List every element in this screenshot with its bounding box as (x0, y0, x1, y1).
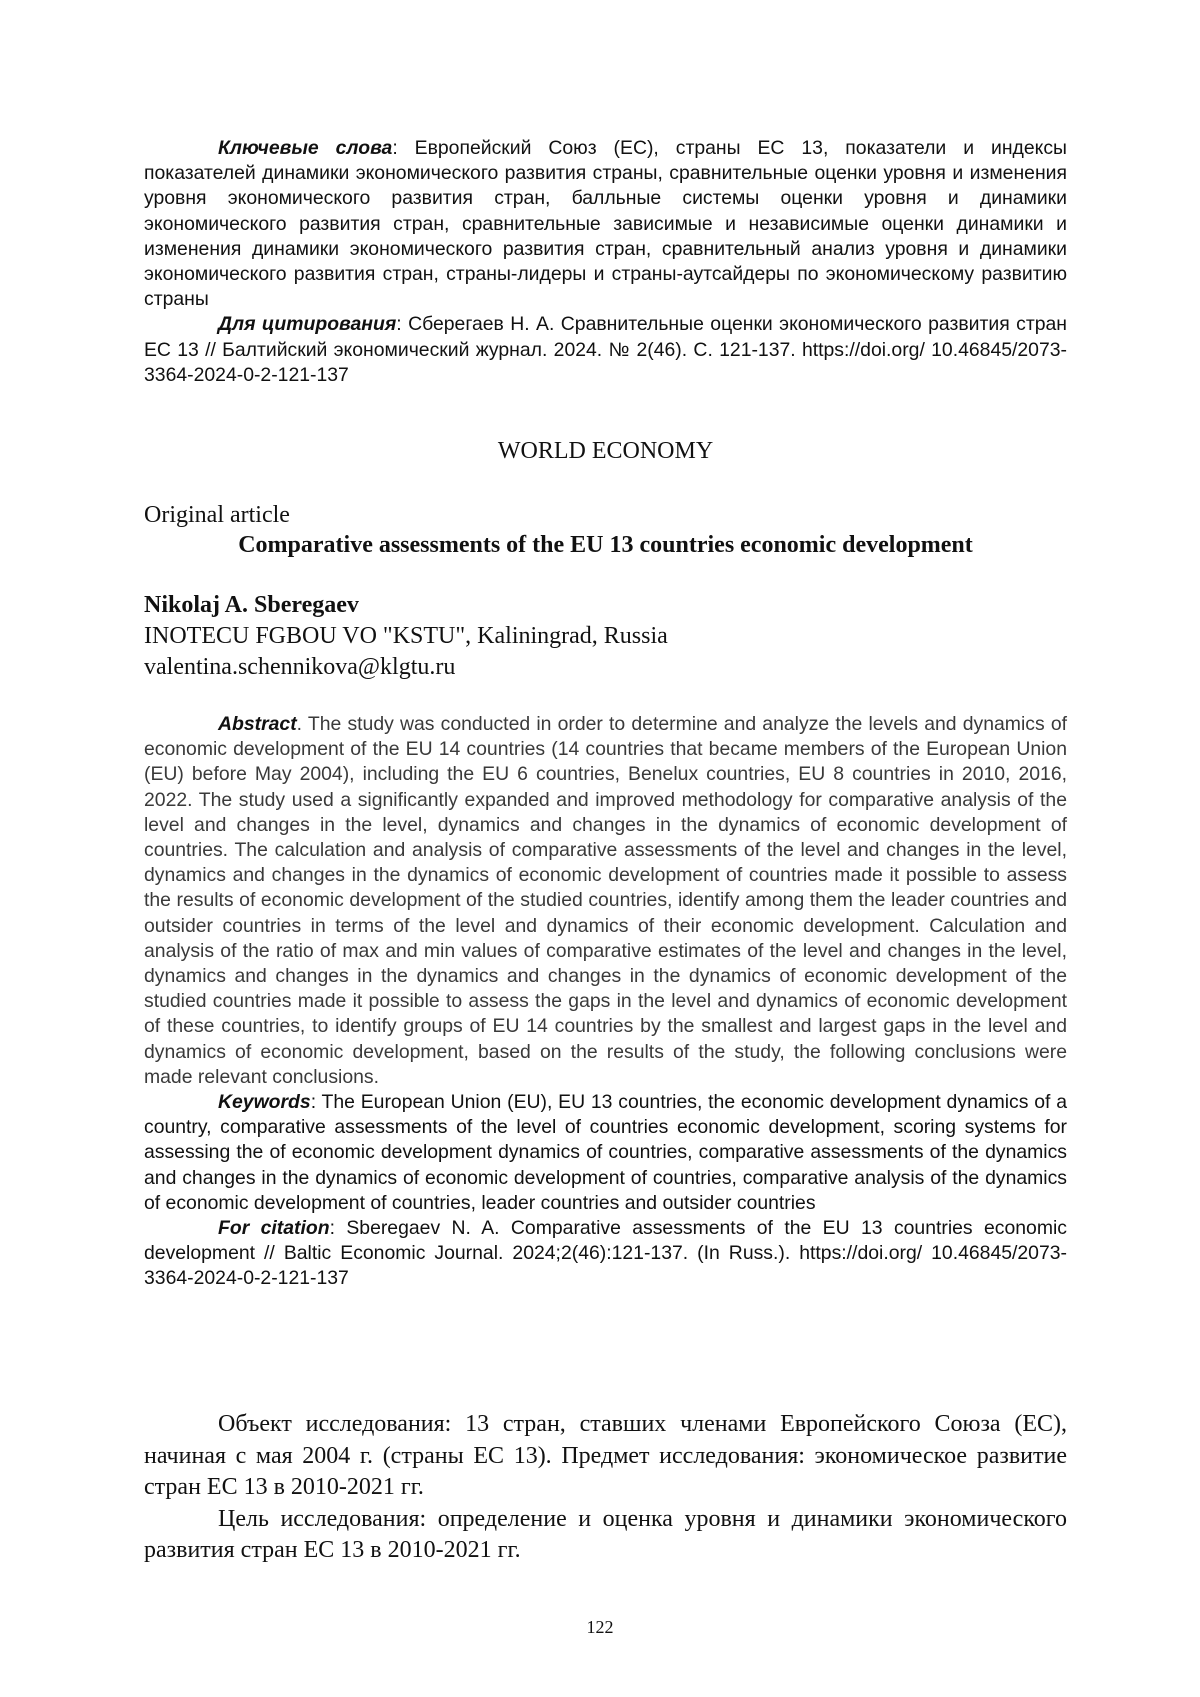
keywords-en-label: Keywords (218, 1091, 311, 1114)
abstract-label: Abstract (218, 713, 297, 735)
citation-en-label: For citation (218, 1217, 330, 1240)
russian-front-matter (144, 136, 1067, 388)
article-title: Comparative assessments of the EU 13 countries economic development (238, 532, 973, 558)
citation-ru-paragraph (144, 312, 1067, 388)
author-name: Nikolaj A. Sberegaev (144, 592, 359, 618)
section-title: WORLD ECONOMY (497, 438, 714, 464)
keywords-ru-paragraph (144, 136, 1067, 312)
article-type: Original article (144, 502, 290, 528)
keywords-en-text: : The European Union (EU), EU 13 countries, the economic development dynamics of a country, comparative assessments of the level of countries economic development, scoring systems for assessing the of economic development dynamics of countries, comparative assessments of the dynamics and changes in the dynamics of economic development of countries, comparative analysis of the dynamics of economic development of countries, leader countries and outsider countries (144, 1091, 1067, 1214)
citation-en-text: : Sberegaev N. A. Comparative assessments of the EU 13 countries economic development // Baltic Economic Journal. 2024;2(46):121-137. (In Russ.). https://doi.org/ 10.46845/2073-3364-2024-0-2-121-137 (144, 1217, 1067, 1290)
english-front-matter (144, 712, 1067, 1292)
citation-ru-label: Для цитирования (218, 313, 397, 336)
abstract-text: . The study was conducted in order to determine and analyze the levels and dynamics of economic development of the EU 14 countries (14 countries that became members of the European Union (EU) before May 2004), including the EU 6 countries, Benelux countries, EU 8 countries in 2010, 2016, 2022. The study used a significantly expanded and improved methodology for comparative analysis of the level and changes in the level, dynamics and changes in the dynamics of economic development of countries. The calculation and analysis of comparative assessments of the level and changes in the level, dynamics and changes in the dynamics of economic development of countries made it possible to assess the results of economic development of the studied countries, identify among them the leader countries and outsider countries in terms of the level and dynamics of their economic development. Calculation and analysis of the ratio of max and min values of comparative estimates of the level and changes in the level, dynamics and changes in the dynamics and changes in the dynamics of economic development of the studied countries made it possible to assess the gaps in the level and dynamics of economic development of these countries, to identify groups of EU 14 countries by the smallest and largest gaps in the level and dynamics of economic development, based on the results of the study, the following conclusions were made relevant conclusions. (144, 713, 1067, 1088)
citation-ru-text: : Сберегаев Н. А. Сравнительные оценки экономического развития стран ЕС 13 // Балтийский экономический журнал. 2024. № 2(46). С. 121-137. https://doi.org/ 10.46845/2073-3364-2024-0-2-121-137 (144, 313, 1067, 386)
author-block (144, 590, 668, 683)
keywords-ru-label: Ключевые слова (218, 137, 393, 159)
page-number: 122 (586, 1617, 614, 1637)
citation-en-paragraph (144, 1216, 1067, 1292)
author-email: valentina.schennikova@klgtu.ru (144, 654, 456, 680)
keywords-ru-text: : Европейский Союз (ЕС), страны ЕС 13, показатели и индексы показателей динамики экономического развития страны, сравнительные оценки уровня и изменения уровня экономического развития стран, балльные системы оценки уровня и динамики экономического развития стран, сравнительные зависимые и независимые оценки динамики и изменения динамики экономического развития стран, сравнительный анализ уровня и динамики экономического развития стран, страны-лидеры и страны-аутсайдеры по экономическому развитию страны (144, 137, 1067, 311)
body-paragraph-goal: Цель исследования: определение и оценка уровня и динамики экономического развития стран ЕС 13 в 2010-2021 гг. (144, 1505, 1067, 1563)
abstract-paragraph (144, 712, 1067, 1090)
keywords-en-paragraph (144, 1090, 1067, 1216)
body-paragraph-object: Объект исследования: 13 стран, ставших членами Европейского Союза (ЕС), начиная с мая 2004 г. (страны ЕС 13). Предмет исследования: экономическое развитие стран ЕС 13 в 2010-2021 гг. (144, 1411, 1067, 1500)
author-affiliation: INOTECU FGBOU VO "KSTU", Kaliningrad, Russia (144, 623, 668, 649)
body-text (144, 1409, 1067, 1567)
